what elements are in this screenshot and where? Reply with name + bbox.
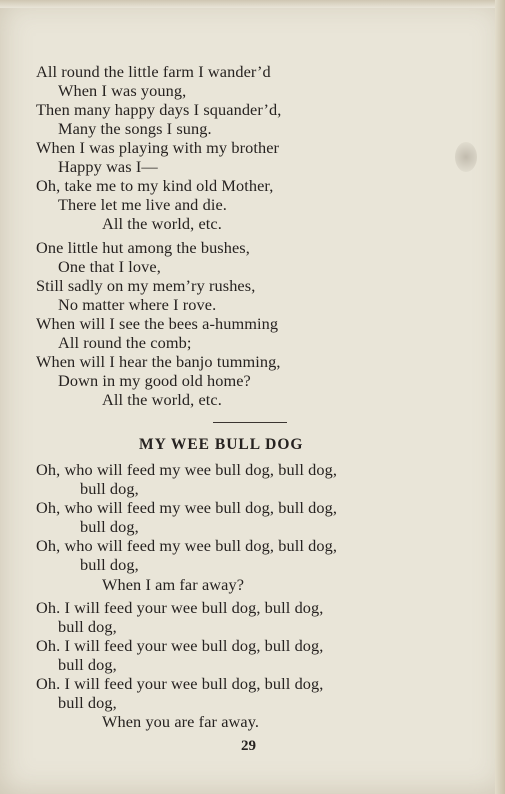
verse-line: Oh. I will feed your wee bull dog, bull dog,: [36, 636, 324, 655]
verse-line: All round the little farm I wander’d: [36, 62, 271, 81]
section-divider: [213, 422, 287, 423]
refrain-line: All the world, etc.: [102, 214, 222, 233]
page-number: 29: [241, 738, 256, 754]
page-stain: [455, 142, 477, 172]
verse-line: bull dog,: [58, 617, 117, 636]
verse-line: There let me live and die.: [58, 195, 227, 214]
verse-line: Down in my good old home?: [58, 371, 251, 390]
verse-line: Oh. I will feed your wee bull dog, bull dog,: [36, 674, 324, 693]
verse-line: bull dog,: [80, 555, 139, 574]
verse-line: bull dog,: [80, 479, 139, 498]
page-top-edge: [0, 0, 505, 8]
verse-line: Oh, who will feed my wee bull dog, bull dog,: [36, 460, 338, 479]
verse-line: bull dog,: [58, 655, 117, 674]
page-right-edge: [495, 0, 505, 794]
verse-line: Oh. I will feed your wee bull dog, bull dog,: [36, 598, 324, 617]
verse-line: Oh, who will feed my wee bull dog, bull dog,: [36, 536, 338, 555]
verse-line: Oh, who will feed my wee bull dog, bull dog,: [36, 498, 338, 517]
verse-line: Happy was I—: [58, 157, 158, 176]
verse-line: bull dog,: [58, 693, 117, 712]
verse-line: When will I see the bees a-humming: [36, 314, 279, 333]
verse-line: Then many happy days I squander’d,: [36, 100, 282, 119]
verse-line: Many the songs I sung.: [58, 119, 212, 138]
refrain-line: When you are far away.: [102, 712, 260, 731]
verse-line: All round the comb;: [58, 333, 192, 352]
verse-line: When I was young,: [58, 81, 187, 100]
verse-line: No matter where I rove.: [58, 295, 217, 314]
verse-line: Oh, take me to my kind old Mother,: [36, 176, 274, 195]
song-title: MY WEE BULL DOG: [139, 436, 304, 453]
verse-line: One little hut among the bushes,: [36, 238, 250, 257]
verse-line: One that I love,: [58, 257, 161, 276]
verse-line: When I was playing with my brother: [36, 138, 280, 157]
refrain-line: All the world, etc.: [102, 390, 222, 409]
verse-line: bull dog,: [80, 517, 139, 536]
verse-line: When will I hear the banjo tumming,: [36, 352, 281, 371]
verse-line: Still sadly on my mem’ry rushes,: [36, 276, 256, 295]
refrain-line: When I am far away?: [102, 575, 245, 594]
